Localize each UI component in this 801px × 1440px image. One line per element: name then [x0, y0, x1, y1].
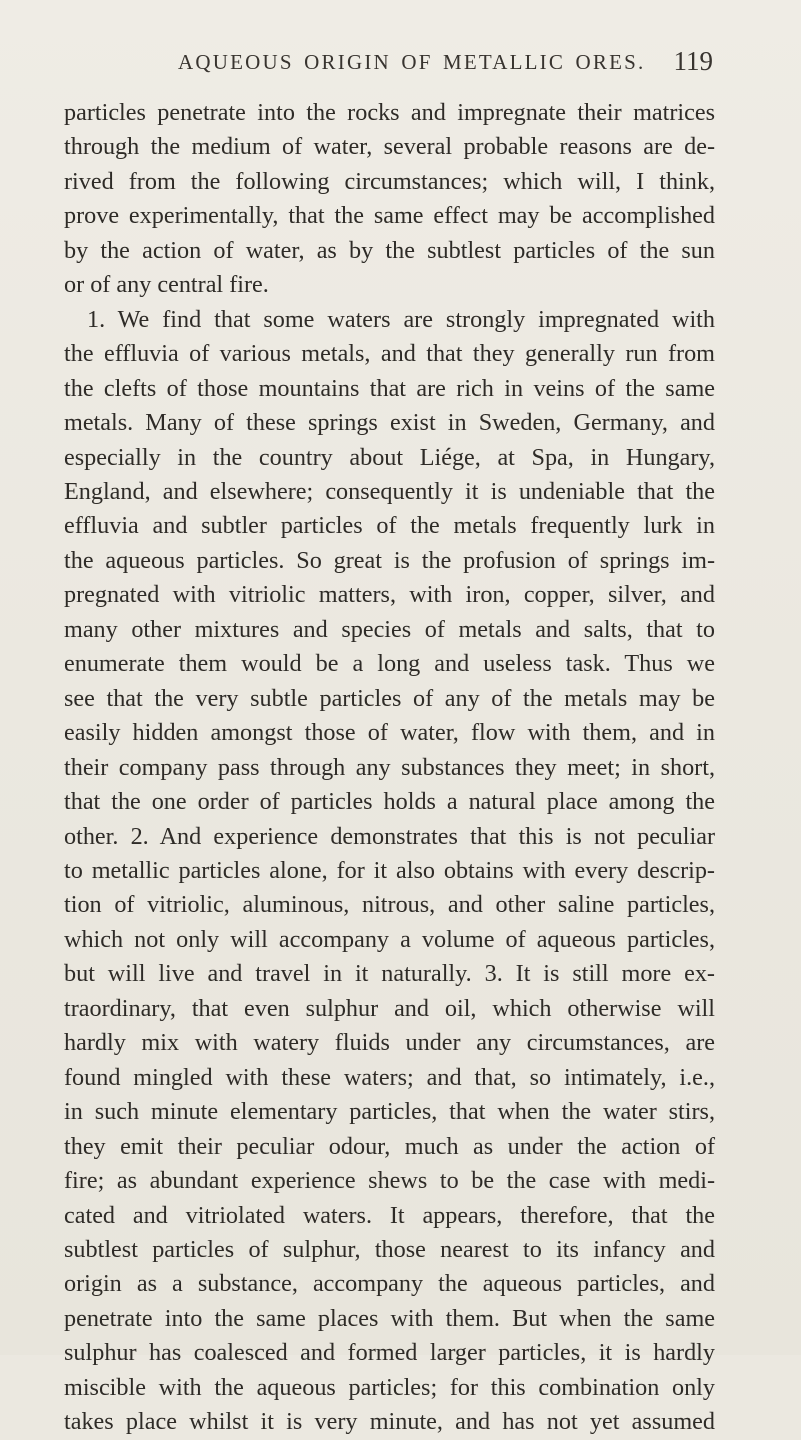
text-line: pregnated with vitriolic matters, with iron, copper, silver, and [64, 581, 715, 609]
text-line: many other mixtures and species of metals and salts, that to [64, 615, 715, 643]
text-line: their company pass through any substances they meet; in short, [64, 753, 715, 781]
text-line: that the one order of particles holds a natural place among the [64, 788, 715, 816]
text-line: particles penetrate into the rocks and impregnate their matrices [64, 99, 715, 126]
text-line: cated and vitriolated waters. It appears, therefore, that the [64, 1201, 715, 1229]
page-header [178, 46, 713, 86]
text-line: they emit their peculiar odour, much as under the action of [64, 1132, 715, 1160]
body-paragraph [64, 96, 715, 1440]
text-line: England, and elsewhere; consequently it is undeniable that the [64, 477, 715, 505]
text-line: takes place whilst it is very minute, and has not yet assumed [64, 1408, 715, 1436]
text-line: subtlest particles of sulphur, those nearest to its infancy and [64, 1235, 715, 1263]
text-line: enumerate them would be a long and useless task. Thus we [64, 650, 715, 678]
page-number: 119 [673, 46, 713, 76]
text-line: the effluvia of various metals, and that they generally run from [64, 340, 715, 368]
text-line: but will live and travel in it naturally. 3. It is still more ex- [64, 960, 715, 988]
text-line: or of any central fire. [64, 271, 269, 299]
text-line: traordinary, that even sulphur and oil, which otherwise will [64, 994, 715, 1022]
text-line: the aqueous particles. So great is the profusion of springs im- [64, 546, 715, 574]
text-line: rived from the following circumstances; which will, I think, [64, 167, 715, 195]
text-line: hardly mix with watery fluids under any circumstances, are [64, 1029, 715, 1057]
text-line: especially in the country about Liége, at Spa, in Hungary, [64, 443, 715, 471]
text-line: the clefts of those mountains that are rich in veins of the same [64, 374, 715, 402]
text-line: to metallic particles alone, for it also obtains with every descrip- [64, 856, 715, 884]
text-line: origin as a substance, accompany the aqueous particles, and [64, 1270, 715, 1298]
text-line: see that the very subtle particles of any of the metals may be [64, 684, 715, 712]
text-line: prove experimentally, that the same effect may be accomplished [64, 202, 715, 230]
text-line: penetrate into the same places with them. But when the same [64, 1304, 715, 1332]
text-line: 1. We find that some waters are strongly impregnated with [87, 305, 715, 333]
text-line: through the medium of water, several probable reasons are de- [64, 133, 715, 161]
running-title: AQUEOUS ORIGIN OF METALLIC ORES. [178, 50, 646, 74]
text-line: fire; as abundant experience shews to be the case with medi- [64, 1167, 715, 1195]
text-line: found mingled with these waters; and that, so intimately, i.e., [64, 1063, 715, 1091]
text-line: by the action of water, as by the subtlest particles of the sun [64, 236, 715, 264]
text-line: in such minute elementary particles, that when the water stirs, [64, 1098, 715, 1126]
text-line: which not only will accompany a volume of aqueous particles, [64, 925, 715, 953]
text-line: tion of vitriolic, aluminous, nitrous, and other saline particles, [64, 891, 715, 919]
text-line: miscible with the aqueous particles; for this combination only [64, 1373, 715, 1401]
text-line: metals. Many of these springs exist in Sweden, Germany, and [64, 409, 715, 437]
text-line: effluvia and subtler particles of the metals frequently lurk in [64, 512, 715, 540]
text-line: sulphur has coalesced and formed larger particles, it is hardly [64, 1339, 715, 1367]
text-line: other. 2. And experience demonstrates that this is not peculiar [64, 822, 715, 850]
text-line: easily hidden amongst those of water, flow with them, and in [64, 719, 715, 747]
